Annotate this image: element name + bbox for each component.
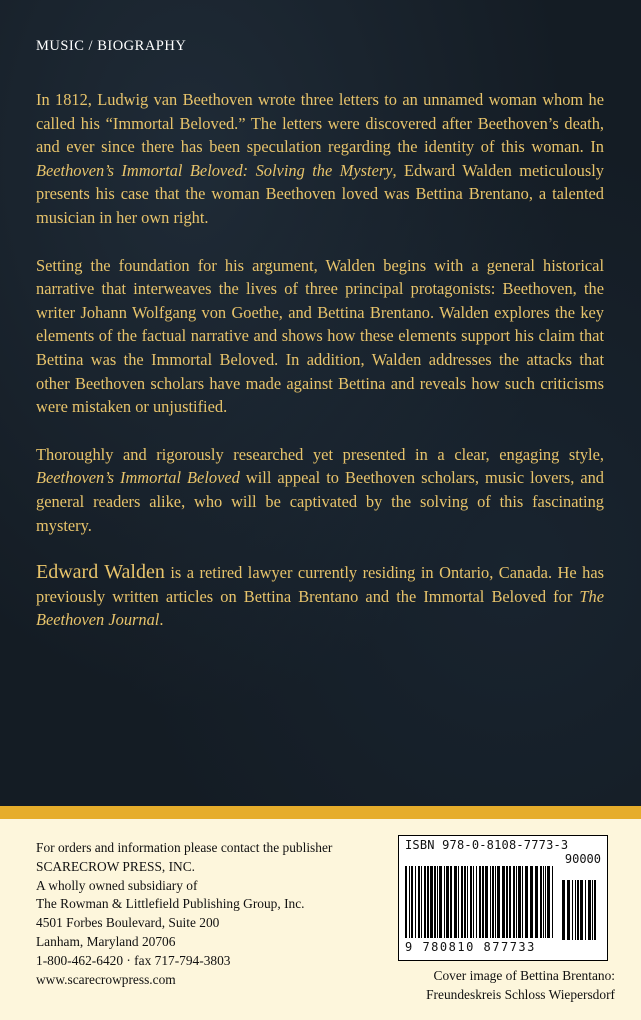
barcode-bar	[439, 866, 442, 938]
barcode-addon-bars-icon	[562, 880, 602, 940]
barcode-bar	[490, 866, 491, 938]
contact-line: The Rowman & Littlefield Publishing Group, Inc.	[36, 896, 305, 912]
barcode-bar	[525, 866, 528, 938]
credit-line: Cover image of Bettina Brentano:	[433, 968, 615, 983]
author-bio	[36, 561, 604, 632]
barcode-bar	[516, 866, 517, 938]
barcode-bar	[485, 866, 488, 938]
barcode-bar	[594, 880, 596, 940]
isbn-label: ISBN 978-0-8108-7773-3	[405, 838, 569, 852]
barcode-bars-icon	[405, 866, 555, 938]
barcode-bar	[405, 866, 407, 938]
barcode-bar	[470, 866, 472, 938]
p3-text-a: Thoroughly and rigorously researched yet presented in a clear, engaging style,	[36, 444, 604, 464]
barcode-bar	[444, 866, 445, 938]
publisher-contact	[36, 839, 332, 989]
barcode-bar	[575, 880, 576, 940]
category-label: MUSIC / BIOGRAPHY	[36, 38, 187, 54]
description-paragraph-1	[36, 88, 604, 230]
barcode-bar	[418, 866, 420, 938]
contact-website: www.scarecrowpress.com	[36, 971, 176, 987]
barcode-bar	[522, 866, 523, 938]
p3-book-title: Beethoven’s Immortal Beloved	[36, 468, 240, 488]
bio-text-b: .	[159, 610, 164, 630]
barcode-bar	[513, 866, 515, 938]
barcode-bar	[580, 880, 583, 940]
barcode-digits: 9 780810 877733	[405, 940, 536, 954]
barcode-bar	[509, 866, 511, 938]
barcode-bar	[476, 866, 477, 938]
barcode-bar	[479, 866, 481, 938]
isbn-barcode	[398, 835, 608, 961]
contact-address: 4501 Forbes Boulevard, Suite 200	[36, 915, 220, 931]
barcode-bar	[552, 866, 553, 938]
barcode-bar	[427, 866, 429, 938]
barcode-bar	[411, 866, 413, 938]
barcode-bar	[567, 880, 570, 940]
gold-divider-band	[0, 806, 641, 819]
publisher-name: SCARECROW PRESS, INC.	[36, 858, 195, 874]
description-paragraph-2: Setting the foundation for his argument, Walden begins with a general historical narrative that interweaves the lives of three principal protagonists: Beethoven, the writer Johann Wolfgang von Goethe, and Bettina Brentano. Walden explores the key elements of the factual narrative and shows how these elements support his claim that Bettina was the Immortal Beloved. In addition, Walden addresses the attacks that other Beethoven scholars have made against Bettina and reveals how such criticisms were mistaken or unjustified.	[36, 255, 604, 417]
p1-text-a: In 1812, Ludwig van Beethoven wrote three letters to an unnamed woman whom he called his “Immortal Beloved.” The letters were discovered after Beethoven’s death, and ever since there has been speculation regarding the identity of this woman. In	[36, 90, 604, 157]
barcode-bar	[454, 866, 457, 938]
barcode-bar	[464, 866, 466, 938]
barcode-bar	[437, 866, 438, 938]
contact-address: Lanham, Maryland 20706	[36, 933, 176, 949]
barcode-bar	[562, 880, 565, 940]
barcode-bar	[497, 866, 500, 938]
p1-text-b: , Edward Walden meticulously presents his case that the woman Beethoven loved was Bettina Brentano, a talented musician in her own right.	[36, 160, 604, 227]
credit-line: Freundeskreis Schloss Wiepersdorf	[426, 986, 615, 1002]
barcode-bar	[430, 866, 433, 938]
barcode-bar	[592, 880, 593, 940]
barcode-bar	[424, 866, 426, 938]
barcode-bar	[588, 880, 591, 940]
barcode-bar	[547, 866, 550, 938]
barcode-bar	[492, 866, 494, 938]
contact-phone: 1-800-462-6420 · fax 717-794-3803	[36, 952, 231, 968]
barcode-bar	[473, 866, 474, 938]
barcode-bar	[540, 866, 542, 938]
journal-title: The Beethoven Journal	[36, 586, 604, 630]
barcode-bar	[495, 866, 496, 938]
barcode-bar	[535, 866, 538, 938]
barcode-bar	[543, 866, 544, 938]
cover-image-credit	[385, 967, 615, 1005]
description-paragraph-3	[36, 443, 604, 537]
barcode-bar	[446, 866, 449, 938]
barcode-bar	[421, 866, 422, 938]
barcode-bar	[530, 866, 533, 938]
barcode-bar	[502, 866, 505, 938]
barcode-bar	[506, 866, 508, 938]
contact-line: A wholly owned subsidiary of	[36, 877, 198, 893]
barcode-bar	[467, 866, 468, 938]
publisher-info-panel	[0, 819, 641, 1020]
price-code: 90000	[564, 852, 601, 866]
contact-line: For orders and information please contact the publisher	[36, 840, 333, 855]
barcode-bar	[415, 866, 416, 938]
barcode-bar	[545, 866, 546, 938]
barcode-bar	[518, 866, 521, 938]
barcode-bar	[572, 880, 573, 940]
barcode-bar	[577, 880, 579, 940]
author-name: Edward Walden	[36, 561, 165, 584]
p1-book-title: Beethoven’s Immortal Beloved: Solving the Mystery	[36, 160, 393, 180]
barcode-bar	[585, 880, 586, 940]
barcode-bar	[409, 866, 410, 938]
bio-text-a: is a retired lawyer currently residing in Ontario, Canada. He has previously written articles on Bettina Brentano and the Immortal Beloved for	[36, 563, 604, 606]
barcode-bar	[450, 866, 452, 938]
barcode-bar	[482, 866, 484, 938]
barcode-bar	[434, 866, 436, 938]
p3-text-b: will appeal to Beethoven scholars, music lovers, and general readers alike, who will be captivated by the solving of this fascinating mystery.	[36, 468, 605, 535]
barcode-bar	[458, 866, 459, 938]
barcode-bar	[461, 866, 463, 938]
